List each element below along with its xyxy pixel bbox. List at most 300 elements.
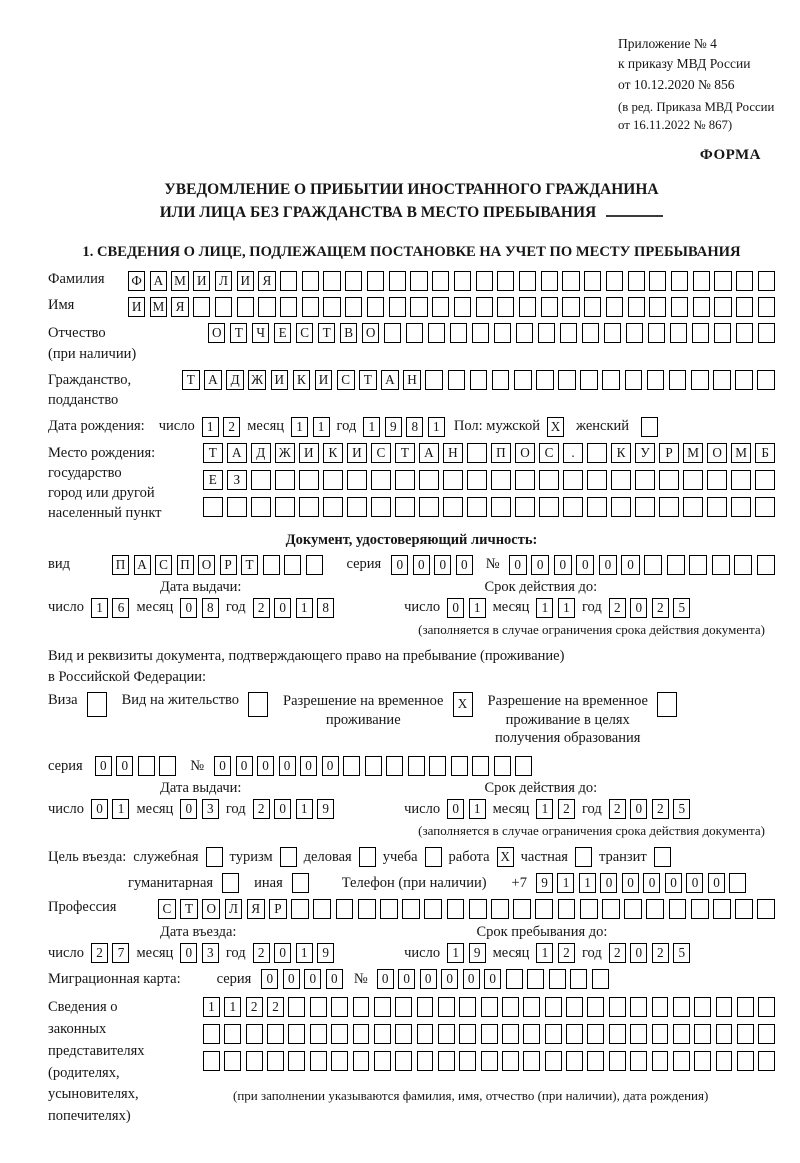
char-cell	[515, 470, 535, 490]
char-cell	[203, 1024, 220, 1044]
char-cell: 0	[304, 969, 321, 989]
purpose-option-label: транзит	[598, 848, 647, 865]
char-cell: 5	[673, 943, 690, 963]
purpose-option-label: деловая	[303, 848, 352, 865]
char-cell	[386, 756, 403, 776]
char-cell: 2	[558, 943, 575, 963]
char-cell: Ж	[275, 443, 295, 463]
char-cell	[310, 1024, 327, 1044]
citizenship-label-block	[48, 370, 182, 411]
char-cell	[417, 997, 434, 1017]
residence-issue-month	[180, 799, 219, 819]
char-cell	[323, 497, 343, 517]
representatives-label-line: законных	[48, 1021, 107, 1037]
char-cell	[558, 370, 576, 390]
char-cell	[644, 555, 662, 575]
name-cells	[128, 297, 775, 317]
char-cell	[570, 969, 587, 989]
residence-issue-date	[48, 799, 334, 819]
char-cell: 0	[391, 555, 408, 575]
char-cell: Д	[251, 443, 271, 463]
residence-permit-label: Вид на жительство	[121, 691, 240, 708]
char-cell	[395, 497, 415, 517]
purpose-humanitarian-checkbox	[222, 873, 239, 893]
char-cell	[258, 297, 275, 317]
char-cell: И	[299, 443, 319, 463]
citizenship-label: Гражданство,	[48, 371, 132, 388]
char-cell: Л	[215, 271, 232, 291]
month-label: месяц	[492, 944, 530, 961]
char-cell	[669, 370, 687, 390]
residence-doc-intro1	[48, 648, 775, 665]
char-cell: 1	[536, 598, 553, 618]
char-cell	[472, 756, 489, 776]
char-cell	[447, 899, 465, 919]
char-cell	[494, 323, 511, 343]
identity-doc-row	[48, 555, 775, 575]
surname-row	[48, 271, 775, 291]
char-cell	[353, 997, 370, 1017]
char-cell	[606, 297, 623, 317]
amendment-line: от 16.11.2022 № 867)	[618, 118, 733, 133]
char-cell	[251, 470, 271, 490]
char-cell	[714, 297, 731, 317]
visa-label: Виза	[48, 691, 78, 708]
char-cell: 0	[180, 943, 197, 963]
residence-issue-label: Дата выдачи:	[160, 780, 242, 797]
char-cell	[587, 443, 607, 463]
purpose-private-checkbox	[575, 847, 592, 867]
char-cell: 1	[202, 417, 219, 437]
char-cell	[406, 323, 423, 343]
char-cell	[649, 297, 666, 317]
patronymic-label-optional: (при наличии)	[48, 345, 137, 362]
char-cell: 1	[536, 799, 553, 819]
identity-date-headers	[48, 579, 775, 596]
char-cell: Д	[226, 370, 244, 390]
char-cell	[481, 997, 498, 1017]
stay-until-group	[404, 943, 690, 963]
identity-issue-label: Дата выдачи:	[160, 578, 242, 595]
residence-permit-checkbox	[248, 692, 268, 717]
purpose-business-checkbox	[359, 847, 376, 867]
char-cell: 0	[95, 756, 112, 776]
char-cell	[734, 555, 752, 575]
char-cell	[624, 899, 642, 919]
char-cell: М	[731, 443, 751, 463]
char-cell: Ж	[248, 370, 266, 390]
char-cell: 0	[600, 873, 617, 893]
identity-valid-month	[536, 598, 575, 618]
char-cell	[716, 997, 733, 1017]
char-cell	[735, 370, 753, 390]
char-cell	[502, 1024, 519, 1044]
char-cell	[671, 297, 688, 317]
purpose-option-label: туризм	[229, 848, 273, 865]
char-cell	[580, 899, 598, 919]
char-cell	[491, 470, 511, 490]
amendment-line: (в ред. Приказа МВД России	[618, 99, 775, 114]
edu-permit-checkbox	[657, 692, 677, 717]
identity-doc-heading: Документ, удостоверяющий личность:	[285, 531, 538, 548]
char-cell	[694, 997, 711, 1017]
char-cell	[251, 497, 271, 517]
char-cell	[592, 969, 609, 989]
char-cell: 8	[202, 598, 219, 618]
char-cell: 0	[420, 969, 437, 989]
char-cell	[410, 297, 427, 317]
purpose-study-checkbox	[425, 847, 442, 867]
char-cell: 0	[599, 555, 617, 575]
char-cell: Р	[220, 555, 237, 575]
char-cell	[459, 997, 476, 1017]
form-title-line2	[48, 201, 775, 224]
identity-valid-year	[609, 598, 691, 618]
representatives-note: (при заполнении указываются фамилия, имя, отчество (при наличии), дата рождения)	[233, 1088, 709, 1104]
char-cell: И	[347, 443, 367, 463]
char-cell	[374, 997, 391, 1017]
char-cell	[758, 997, 775, 1017]
char-cell	[694, 1024, 711, 1044]
char-cell	[652, 1024, 669, 1044]
char-cell	[443, 497, 463, 517]
char-cell: 1	[557, 873, 574, 893]
char-cell	[438, 997, 455, 1017]
purpose-official-checkbox	[206, 847, 223, 867]
char-cell	[159, 756, 176, 776]
char-cell: 0	[441, 969, 458, 989]
char-cell	[428, 323, 445, 343]
birth-place-cells-3	[203, 497, 775, 517]
char-cell	[757, 555, 775, 575]
char-cell	[558, 899, 576, 919]
char-cell	[380, 899, 398, 919]
char-cell: 6	[112, 598, 129, 618]
char-cell: 0	[377, 969, 394, 989]
char-cell	[454, 271, 471, 291]
edu-permit-label	[488, 692, 648, 749]
char-cell: 2	[253, 799, 270, 819]
profession-row	[48, 899, 775, 919]
char-cell: 2	[558, 799, 575, 819]
name-label: Имя	[48, 297, 75, 314]
char-cell	[587, 497, 607, 517]
char-cell: 0	[447, 598, 464, 618]
char-cell	[635, 470, 655, 490]
char-cell	[497, 297, 514, 317]
char-cell	[408, 756, 425, 776]
char-cell: 9	[317, 943, 334, 963]
char-cell	[469, 899, 487, 919]
char-cell	[712, 555, 730, 575]
char-cell: 1	[296, 943, 313, 963]
char-cell	[535, 899, 553, 919]
char-cell	[545, 1051, 562, 1071]
char-cell: Я	[258, 271, 275, 291]
char-cell	[313, 899, 331, 919]
purpose-label: Цель въезда:	[48, 848, 127, 865]
char-cell	[635, 497, 655, 517]
char-cell	[539, 497, 559, 517]
char-cell: П	[177, 555, 194, 575]
char-cell	[689, 555, 707, 575]
char-cell	[275, 470, 295, 490]
stay-until-label: Срок пребывания до:	[476, 924, 608, 941]
char-cell: 0	[398, 969, 415, 989]
char-cell: К	[611, 443, 631, 463]
char-cell	[731, 497, 751, 517]
char-cell: А	[204, 370, 222, 390]
identity-validity-note: (заполняется в случае ограничения срока действия документа)	[418, 621, 765, 637]
char-cell: 0	[463, 969, 480, 989]
entry-date-label: Дата въезда:	[160, 924, 237, 941]
purpose-tourism-checkbox	[280, 847, 297, 867]
form-title	[48, 178, 775, 225]
char-cell: 1	[579, 873, 596, 893]
char-cell	[481, 1051, 498, 1071]
char-cell: 0	[484, 969, 501, 989]
visa-option	[48, 692, 107, 717]
day-label: число	[404, 800, 441, 817]
char-cell	[652, 997, 669, 1017]
char-cell: 0	[665, 873, 682, 893]
char-cell	[331, 997, 348, 1017]
char-cell	[566, 1024, 583, 1044]
char-cell: 9	[317, 799, 334, 819]
char-cell: 0	[630, 799, 647, 819]
char-cell: И	[271, 370, 289, 390]
char-cell: Л	[225, 899, 243, 919]
residence-valid-day	[447, 799, 486, 819]
char-cell: Н	[403, 370, 421, 390]
char-cell	[523, 1051, 540, 1071]
char-cell	[389, 271, 406, 291]
char-cell: Н	[443, 443, 463, 463]
char-cell: 0	[261, 969, 278, 989]
char-cell	[541, 297, 558, 317]
citizenship-row	[48, 370, 775, 411]
birth-month-cells	[291, 417, 330, 437]
identity-number-label: №	[485, 556, 500, 573]
char-cell: 8	[317, 598, 334, 618]
char-cell	[736, 297, 753, 317]
char-cell	[454, 297, 471, 317]
year-label: год	[581, 944, 602, 961]
char-cell: 0	[643, 873, 660, 893]
char-cell: А	[134, 555, 151, 575]
char-cell: .	[563, 443, 583, 463]
char-cell: 2	[246, 997, 263, 1017]
char-cell	[755, 470, 775, 490]
char-cell	[467, 443, 487, 463]
char-cell: А	[150, 271, 167, 291]
char-cell	[659, 497, 679, 517]
char-cell	[353, 1051, 370, 1071]
char-cell	[215, 297, 232, 317]
char-cell	[246, 1051, 263, 1071]
char-cell	[673, 1051, 690, 1071]
char-cell: Я	[247, 899, 265, 919]
char-cell: 0	[274, 799, 291, 819]
day-label: число	[404, 944, 441, 961]
char-cell	[683, 470, 703, 490]
identity-valid-date	[404, 598, 690, 618]
char-cell	[654, 847, 671, 867]
representatives-cells-2	[203, 1024, 775, 1044]
char-cell	[203, 1051, 220, 1071]
char-cell	[628, 271, 645, 291]
char-cell: 0	[279, 756, 296, 776]
purpose-transit-checkbox	[654, 847, 671, 867]
birth-place-label: Место рождения:	[48, 444, 156, 461]
char-cell	[538, 323, 555, 343]
phone-prefix: +7	[511, 874, 527, 891]
residence-permit-option	[122, 692, 268, 717]
char-cell	[691, 370, 709, 390]
char-cell: 0	[236, 756, 253, 776]
char-cell	[371, 497, 391, 517]
char-cell: М	[150, 297, 167, 317]
birth-place-row	[48, 443, 775, 524]
identity-valid-label: Срок действия до:	[484, 578, 598, 595]
birth-place-cells-2	[203, 470, 775, 490]
month-label: месяц	[136, 599, 174, 616]
char-cell: 1	[203, 997, 220, 1017]
char-cell	[292, 873, 309, 893]
char-cell	[755, 497, 775, 517]
char-cell	[515, 756, 532, 776]
char-cell: 2	[91, 943, 108, 963]
temp-permit-checkbox	[453, 692, 473, 717]
char-cell: Т	[182, 370, 200, 390]
char-cell: И	[128, 297, 145, 317]
char-cell	[331, 1051, 348, 1071]
birth-date-label: Дата рождения:	[48, 418, 145, 435]
char-cell	[358, 899, 376, 919]
char-cell	[758, 1024, 775, 1044]
char-cell: Б	[755, 443, 775, 463]
surname-label: Фамилия	[48, 271, 105, 288]
char-cell	[193, 297, 210, 317]
representatives-label-line: представителях	[48, 1042, 145, 1059]
char-cell: 0	[413, 555, 430, 575]
char-cell	[310, 1051, 327, 1071]
char-cell: 8	[406, 417, 423, 437]
char-cell	[736, 271, 753, 291]
residence-permit-options	[48, 692, 775, 749]
char-cell	[419, 470, 439, 490]
representatives-label-line: попечителях)	[48, 1108, 131, 1124]
char-cell	[365, 756, 382, 776]
char-cell	[227, 497, 247, 517]
birth-date-row	[48, 417, 775, 437]
char-cell: Т	[203, 443, 223, 463]
char-cell: Е	[203, 470, 223, 490]
identity-issue-date	[48, 598, 334, 618]
char-cell	[371, 470, 391, 490]
char-cell: 1	[91, 598, 108, 618]
char-cell	[432, 297, 449, 317]
char-cell	[549, 969, 566, 989]
char-cell: К	[323, 443, 343, 463]
char-cell: У	[635, 443, 655, 463]
phone-cells	[536, 873, 747, 893]
section1-heading: 1. СВЕДЕНИЯ О ЛИЦЕ, ПОДЛЕЖАЩЕМ ПОСТАНОВКЕ НА УЧЕТ ПО МЕСТУ ПРЕБЫВАНИЯ	[82, 244, 741, 261]
char-cell: 0	[274, 943, 291, 963]
char-cell	[707, 497, 727, 517]
char-cell	[467, 497, 487, 517]
char-cell	[459, 1024, 476, 1044]
char-cell	[425, 847, 442, 867]
char-cell	[331, 1024, 348, 1044]
char-cell	[758, 297, 775, 317]
char-cell	[630, 1024, 647, 1044]
char-cell	[673, 997, 690, 1017]
residence-valid-label: Срок действия до:	[484, 780, 598, 797]
char-cell	[523, 997, 540, 1017]
char-cell: 5	[673, 799, 690, 819]
char-cell	[737, 997, 754, 1017]
residence-series-row	[48, 756, 775, 776]
name-row	[48, 297, 775, 317]
birth-place-sublabel: государство	[48, 464, 122, 481]
char-cell	[566, 997, 583, 1017]
edu-permit-label-line: Разрешение на временное	[487, 692, 648, 709]
purpose-work-checkbox	[497, 847, 514, 867]
char-cell	[502, 997, 519, 1017]
char-cell	[367, 297, 384, 317]
char-cell	[587, 1024, 604, 1044]
char-cell	[606, 271, 623, 291]
char-cell: 2	[652, 799, 669, 819]
char-cell	[203, 497, 223, 517]
char-cell	[713, 899, 731, 919]
char-cell	[602, 899, 620, 919]
char-cell: 0	[214, 756, 231, 776]
char-cell	[267, 1051, 284, 1071]
representatives-label-block	[48, 997, 203, 1128]
char-cell: О	[198, 555, 215, 575]
char-cell: 0	[300, 756, 317, 776]
representatives-cells-3	[203, 1051, 775, 1071]
phone-label: Телефон (при наличии)	[341, 874, 487, 891]
char-cell: 2	[609, 598, 626, 618]
char-cell: 0	[283, 969, 300, 989]
char-cell: 0	[531, 555, 549, 575]
char-cell: И	[315, 370, 333, 390]
char-cell	[693, 297, 710, 317]
char-cell	[628, 297, 645, 317]
char-cell	[671, 271, 688, 291]
char-cell: 3	[202, 943, 219, 963]
char-cell	[288, 1051, 305, 1071]
char-cell: О	[515, 443, 535, 463]
char-cell	[587, 1051, 604, 1071]
identity-kind-label: вид	[48, 556, 70, 573]
char-cell	[707, 470, 727, 490]
char-cell: С	[158, 899, 176, 919]
char-cell	[669, 899, 687, 919]
char-cell	[523, 1024, 540, 1044]
birth-place-cells-stack	[203, 443, 775, 517]
char-cell: 0	[456, 555, 473, 575]
char-cell	[714, 323, 731, 343]
char-cell	[280, 271, 297, 291]
char-cell	[562, 271, 579, 291]
char-cell: 0	[91, 799, 108, 819]
char-cell	[402, 899, 420, 919]
migration-card-row	[48, 969, 775, 989]
